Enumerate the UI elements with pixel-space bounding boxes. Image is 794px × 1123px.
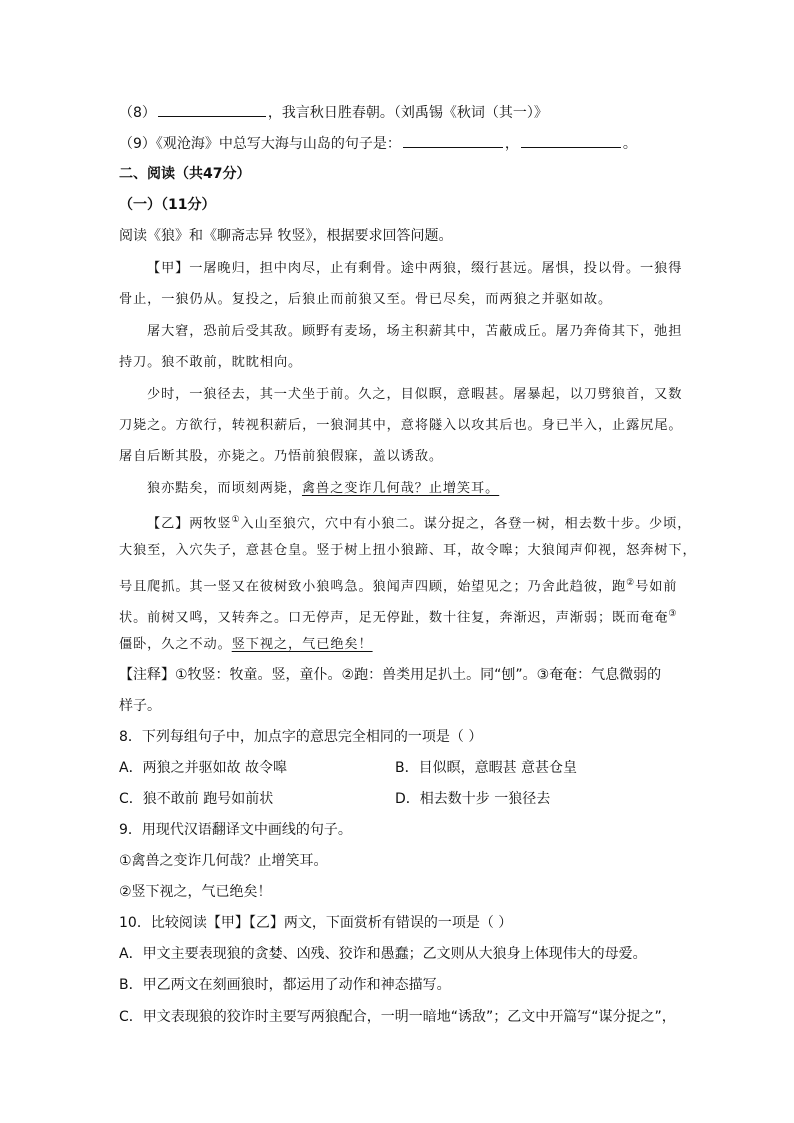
- answer-blank[interactable]: [521, 133, 621, 148]
- q8-fill-line: [119, 102, 548, 123]
- yi-passage-text: 号且爬抓。其一竖又在彼树致小狼鸣急。狼闻声四顾，始望见之；乃舍此趋彼，跑: [119, 579, 627, 595]
- q8-option-row: [119, 789, 551, 809]
- jia-passage-line: 屠自后断其股，亦毙之。乃悟前狼假寐，盖以诱敌。: [119, 449, 444, 464]
- footnote-marker: ③: [668, 609, 678, 619]
- underlined-sentence: 竖下视之，气已绝矣！: [231, 637, 373, 652]
- notes-line: 样子。: [119, 698, 161, 714]
- q10-option-b[interactable]: B．甲乙两文在刻画狼时，都运用了动作和神态描写。: [119, 977, 451, 993]
- footnote-marker: ②: [626, 578, 636, 588]
- q10-stem: 10．比较阅读【甲】【乙】两文，下面赏析有错误的一项是（ ）: [119, 915, 513, 931]
- footnote-marker: ①: [231, 515, 241, 525]
- q8-option-b[interactable]: B．目似瞑，意暇甚 意甚仓皇: [395, 760, 578, 776]
- q8-option-c[interactable]: C．狼不敢前 跑号如前状: [119, 791, 274, 807]
- q9-fill-line: [119, 133, 637, 154]
- answer-blank[interactable]: [403, 133, 503, 148]
- q8-stem: 8．下列每组句子中，加点字的意思完全相同的一项是（ ）: [119, 729, 483, 745]
- jia-passage-text: 狼亦黠矣，而顷刻两毙，: [147, 481, 302, 496]
- section-title: 二、阅读（共47分）: [119, 166, 251, 182]
- notes-line: 【注释】①牧竖：牧童。竖，童仆。②跑：兽类用足扒土。同“刨”。③奄奄：气息微弱的: [119, 667, 662, 683]
- yi-passage-text: 僵卧，久之不动。: [119, 637, 232, 652]
- q8-option-d[interactable]: D．相去数十步 一狼径去: [395, 791, 551, 807]
- yi-passage-text: 号如前: [635, 579, 678, 595]
- jia-passage-line: 持刀。狼不敢前，眈眈相向。: [119, 355, 303, 370]
- q9-stem: 9．用现代汉语翻译文中画线的句子。: [119, 822, 352, 838]
- q9-fill-text: （9）《观沧海》中总写大海与山岛的句子是：: [119, 136, 401, 152]
- jia-passage-line: 少时，一狼径去，其一犬坐于前。久之，目似瞑，意暇甚。屠暴起，以刀劈狼首，又数: [147, 387, 683, 402]
- q9-sentence-1: ①禽兽之变诈几何哉？止增笑耳。: [119, 853, 328, 869]
- yi-passage-line: 大狼至，入穴失子，意甚仓皇。竖于树上扭小狼蹄、耳，故令嗥；大狼闻声仰视，怒奔树下，: [119, 543, 697, 558]
- q10-option-c[interactable]: C．甲文表现狼的狡诈时主要写两狼配合，一明一暗地“诱敌”；乙文中开篇写“谋分捉之”，: [119, 1009, 676, 1025]
- yi-passage-text: 状。前树又鸣，又转奔之。口无停声，足无停趾，数十往复，奔渐迟，声渐弱；既而奄奄: [119, 610, 669, 626]
- jia-passage-line: 骨止，一狼仍从。复投之，后狼止而前狼又至。骨已尽矣，而两狼之并驱如故。: [119, 292, 613, 307]
- subsection-title: （一）（11分）: [119, 197, 216, 213]
- q8-fill-text: ，我言秋日胜春朝。（刘禹锡《秋词（其一）》: [267, 105, 548, 121]
- q10-option-a[interactable]: A．甲文主要表现狼的贪婪、凶残、狡诈和愚蠢；乙文则从大狼身上体现伟大的母爱。: [119, 946, 647, 962]
- yi-passage-text: 入山至狼穴，穴中有小狼二。谋分捉之，各登一树，相去数十步。少顷，: [240, 516, 692, 532]
- jia-passage-line: 屠大窘，恐前后受其敌。顾野有麦场，场主积薪其中，苫蔽成丘。屠乃奔倚其下，弛担: [147, 324, 683, 339]
- q8-option-a[interactable]: A．两狼之并驱如故 故令嗥: [119, 760, 288, 776]
- q9-sentence-2: ②竖下视之，气已绝矣！: [119, 884, 272, 900]
- yi-passage-line: [119, 604, 677, 628]
- yi-passage-line: [119, 635, 373, 655]
- reading-instruction: 阅读《狼》和《聊斋志异 牧竖》，根据要求回答问题。: [119, 228, 453, 244]
- q9-fill-sep: ，: [504, 136, 519, 152]
- q8-fill-prefix: （8）: [119, 105, 156, 121]
- yi-passage-line: [147, 510, 691, 534]
- jia-passage-line: [147, 479, 499, 499]
- q9-fill-end: 。: [622, 136, 637, 152]
- yi-passage-text: 【乙】两牧竖: [147, 516, 232, 532]
- yi-passage-line: [119, 573, 677, 597]
- jia-passage-line: 刀毙之。方欲行，转视积薪后，一狼洞其中，意将隧入以攻其后也。身已半入，止露尻尾。: [119, 418, 683, 433]
- jia-passage-line: 【甲】一屠晚归，担中肉尽，止有剩骨。途中两狼，缀行甚远。屠惧，投以骨。一狼得: [147, 261, 683, 276]
- q8-option-row: [119, 758, 578, 778]
- answer-blank[interactable]: [158, 102, 266, 117]
- underlined-sentence: 禽兽之变诈几何哉？止增笑耳。: [301, 481, 500, 496]
